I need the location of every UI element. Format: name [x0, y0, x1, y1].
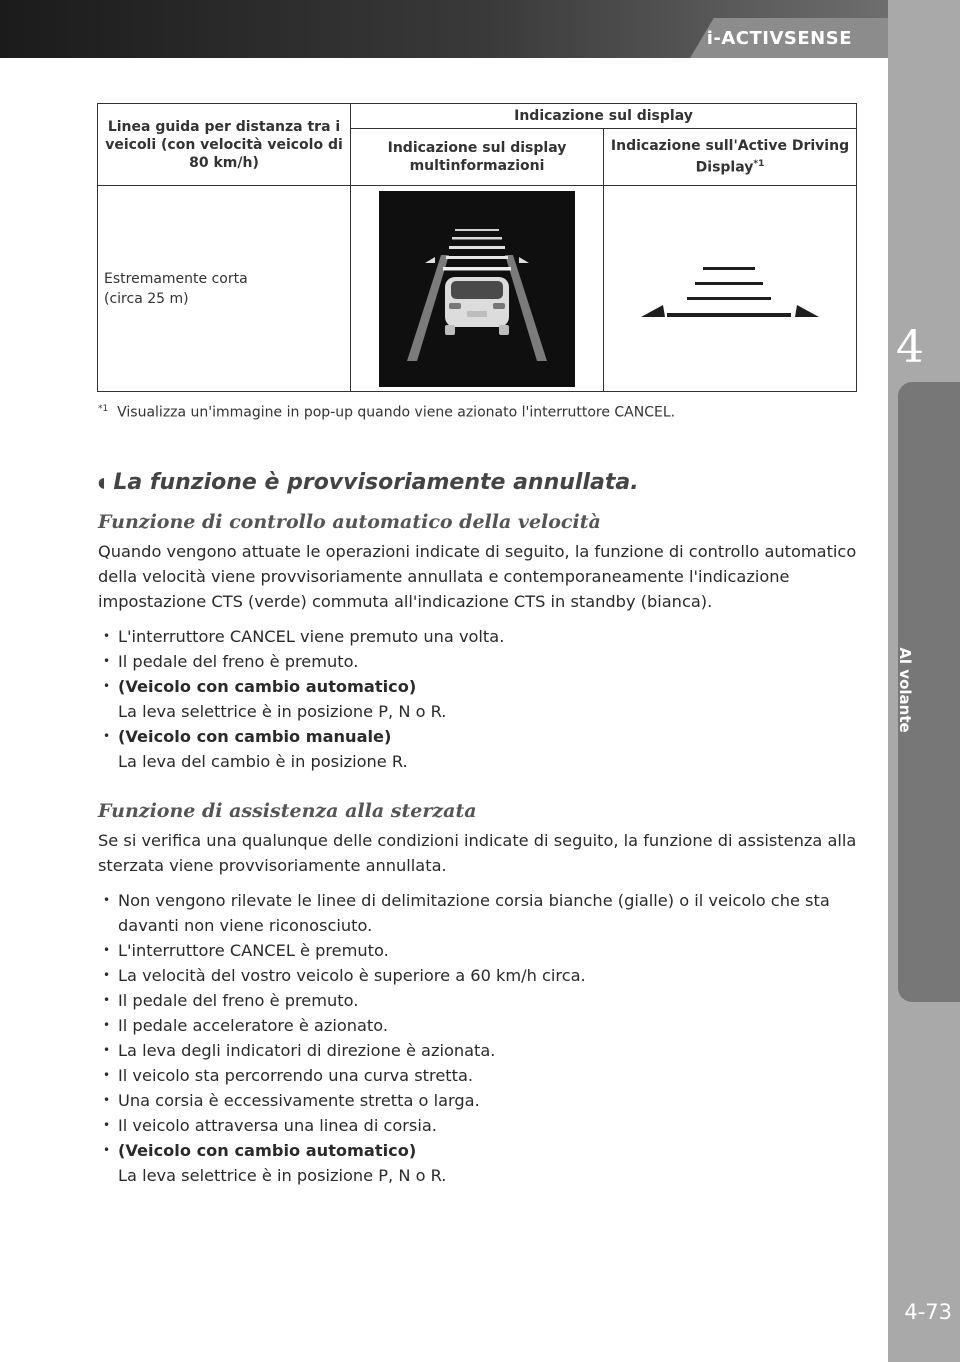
multinfo-display-image	[379, 191, 575, 387]
header-title: i-ACTIVSENSE	[706, 28, 852, 49]
list-item: • Non vengono rilevate le linee di delimitazione corsia bianche (gialle) o il veicolo che sta davanti non viene riconosciuto.	[98, 888, 858, 938]
distance-value: (circa 25 m)	[104, 290, 189, 307]
list-item: • L'interruttore CANCEL è premuto.	[98, 938, 858, 963]
col-active-driving-label: Indicazione sull'Active Driving Display	[610, 138, 850, 176]
distance-label: Estremamente corta	[104, 270, 248, 287]
footnote	[98, 404, 675, 421]
list-item: • Il pedale del freno è premuto.	[98, 649, 858, 674]
list-item-text: La leva selettrice è in posizione P, N o R.	[118, 702, 447, 721]
section-marker-icon: ◖	[98, 474, 106, 491]
list-item: • La velocità del vostro veicolo è superiore a 60 km/h circa.	[98, 963, 858, 988]
main-content	[98, 470, 858, 1214]
footnote-mark: *1	[98, 404, 109, 414]
car-icon	[445, 277, 509, 335]
steering-assist-paragraph: Se si verifica una qualunque delle condizioni indicate di seguito, la funzione di assistenza alla sterzata viene provvisoriamente annullata.	[98, 831, 857, 875]
list-item	[98, 724, 858, 774]
active-driving-display-cell	[604, 186, 857, 392]
list-item-heading: • (Veicolo con cambio manuale)	[118, 727, 392, 746]
footnote-ref: *1	[753, 159, 765, 170]
section-title-text: La funzione è provvisoriamente annullata.	[113, 470, 639, 495]
col-distance-header: Linea guida per distanza tra i veicoli (con velocità veicolo di 80 km/h)	[98, 104, 351, 186]
list-item: • Il pedale acceleratore è azionato.	[98, 1013, 858, 1038]
speed-control-list	[98, 624, 858, 774]
list-item: • L'interruttore CANCEL viene premuto una volta.	[98, 624, 858, 649]
list-item: • Una corsia è eccessivamente stretta o larga.	[98, 1088, 858, 1113]
list-item-heading: • (Veicolo con cambio automatico)	[118, 677, 417, 696]
list-item-text: La leva selettrice è in posizione P, N o R.	[118, 1166, 447, 1185]
speed-control-paragraph: Quando vengono attuate le operazioni indicate di seguito, la funzione di controllo automatico della velocità viene provvisoriamente annullata e contemporaneamente l'indicazione impostazione CTS (verde) commuta all'indicazione CTS in standby (bianca).	[98, 542, 857, 611]
list-item	[98, 1138, 858, 1188]
chapter-number: 4	[896, 322, 924, 373]
list-item-heading: • (Veicolo con cambio automatico)	[118, 1141, 417, 1160]
list-item-text: La leva del cambio è in posizione R.	[118, 752, 408, 771]
steering-assist-list	[98, 888, 858, 1188]
col-active-driving-header	[604, 129, 857, 186]
list-item: • Il veicolo sta percorrendo una curva stretta.	[98, 1063, 858, 1088]
page-number: 4-73	[904, 1300, 952, 1324]
list-item: • Il pedale del freno è premuto.	[98, 988, 858, 1013]
col-multinfo-header: Indicazione sul display multinformazioni	[351, 129, 604, 186]
list-item: • La leva degli indicatori di direzione è azionata.	[98, 1038, 858, 1063]
col-display-group-header: Indicazione sul display	[351, 104, 857, 129]
distance-cell	[98, 186, 351, 392]
active-driving-display-image	[605, 219, 855, 359]
multinfo-display-cell	[351, 186, 604, 392]
steering-assist-title: Funzione di assistenza alla sterzata	[98, 800, 477, 822]
section-title	[98, 470, 858, 495]
chapter-label: Al volante	[896, 647, 914, 733]
display-table	[97, 103, 857, 392]
list-item: • Il veicolo attraversa una linea di corsia.	[98, 1113, 858, 1138]
speed-control-title: Funzione di controllo automatico della velocità	[98, 511, 601, 533]
list-item	[98, 674, 858, 724]
footnote-text: Visualizza un'immagine in pop-up quando viene azionato l'interruttore CANCEL.	[117, 404, 676, 421]
